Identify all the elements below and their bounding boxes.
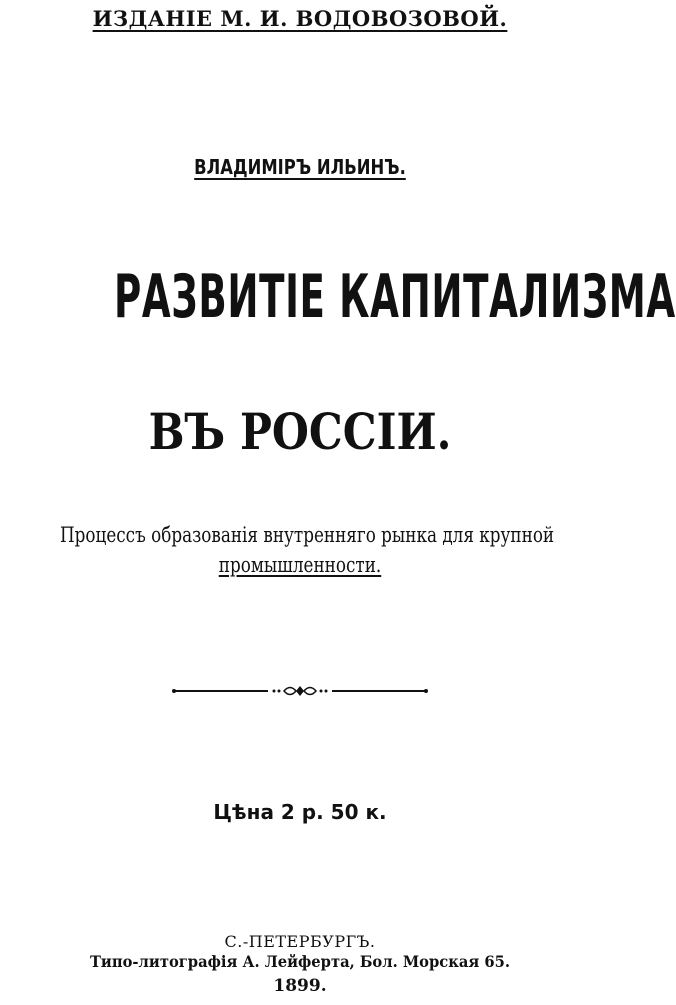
decorative-rule-ornament-icon [170,683,430,699]
imprint-printer: Типо-литографiя А. Лейферта, Бол. Морская 65. [89,952,511,971]
imprint-year: 1899. [273,976,327,996]
author-name: ВЛАДИМIРЪ ИЛЬИНЪ. [194,155,406,179]
book-title: РАЗВИТIЕ КАПИТАЛИЗМА [114,262,676,332]
imprint-city: С.-ПЕТЕРБУРГЪ. [224,932,376,951]
price: Цѣна 2 р. 50 к. [213,800,387,824]
book-title-continuation: ВЪ РОССIИ. [148,402,452,461]
book-subtitle [60,520,555,580]
subtitle-line-2: промышленности. [218,553,382,577]
subtitle-line-1: Процессъ образованiя внутренняго рынка для крупной [60,523,555,547]
publisher-line: ИЗДАНIЕ М. И. ВОДОВОЗОВОЙ. [92,6,508,31]
